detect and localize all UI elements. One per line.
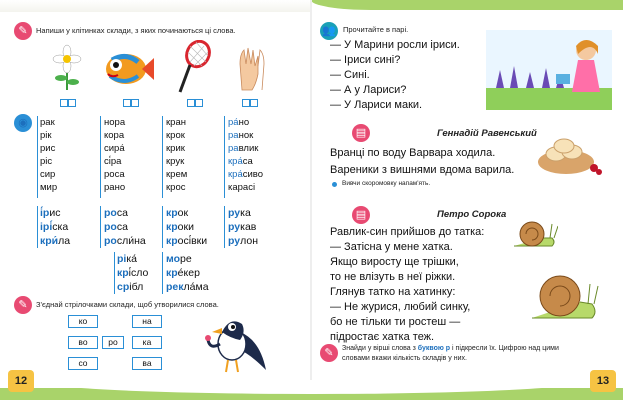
column-rule — [162, 252, 163, 294]
syllable-word: срібл — [117, 281, 144, 293]
syllable-word: кросі́вки — [166, 235, 208, 247]
memorize-note: Вивчи скоромовку напам'ять. — [342, 180, 431, 187]
task1-instruction: Напиши у клітинках склади, з яких починаються ці слова. — [36, 26, 236, 35]
racket-icon — [176, 40, 212, 94]
poem2-line: бо не тільки ти ростеш — — [330, 316, 461, 328]
book-icon: ▤ — [352, 206, 370, 224]
author-2: Петро Сорока — [437, 209, 507, 220]
final-task-line2: словами вкажи кількість складів у них. — [342, 355, 467, 362]
column-word: нора — [104, 117, 126, 128]
poem2-line: Равлик-син прийшов до татка: — [330, 226, 485, 238]
column-word: крик — [166, 143, 185, 154]
poem2-line: — Не журися, любий синку, — [330, 301, 471, 313]
syllable-cell[interactable] — [250, 99, 258, 107]
column-rule — [100, 206, 101, 248]
pair-task-instruction: Прочитайте в парі. — [343, 25, 409, 34]
column-word: сир — [40, 169, 56, 180]
task2-instruction: З'єднай стрілочками склади, щоб утворилися слова. — [36, 300, 219, 309]
syllable-box-middle[interactable]: ро — [102, 336, 124, 349]
column-rule — [162, 206, 163, 248]
column-word: кра́сиво — [228, 169, 264, 180]
column-word: мир — [40, 182, 58, 193]
small-snail-icon — [512, 212, 558, 250]
column-rule — [162, 116, 163, 198]
syllable-word: рукав — [228, 221, 257, 233]
syllable-box-right[interactable]: на — [132, 315, 162, 328]
syllable-box-right[interactable]: ка — [132, 336, 162, 349]
poem2-line: Якщо виросту ще трішки, — [330, 256, 459, 268]
column-rule — [224, 206, 225, 248]
column-word: ріс — [40, 156, 53, 167]
syllable-word: кри́ла — [40, 235, 71, 247]
book-icon: ▤ — [352, 124, 370, 142]
column-word: роса — [104, 169, 125, 180]
poem2-line: Глянув татко на хатинку: — [330, 286, 456, 298]
column-word: кран — [166, 117, 186, 128]
column-rule — [100, 116, 101, 198]
column-word: рік — [40, 130, 52, 141]
syllable-word: кре́кер — [166, 267, 200, 279]
syllable-word: росли́на — [104, 235, 146, 247]
poem2-line: — Затісна у мене хатка. — [330, 241, 453, 253]
syllable-word: роса — [104, 221, 128, 233]
syllable-word: роса — [104, 207, 128, 219]
column-word: крем — [166, 169, 188, 180]
column-word: крос — [166, 182, 186, 193]
column-word: сі́ра — [104, 156, 122, 167]
flower-icon — [52, 42, 82, 92]
column-word: равлик — [228, 143, 259, 154]
fish-icon — [102, 50, 154, 88]
syllable-word: рука — [228, 207, 251, 219]
syllable-word: кроки — [166, 221, 194, 233]
eye-icon: ◉ — [14, 114, 32, 132]
syllable-word: ірі́ска — [40, 221, 69, 233]
dialog-line: — У Марини росли іриси. — [330, 39, 460, 51]
final-task-line1: Знайди у вірші слова з буквою р і підкресли їх. Цифрою над цими — [342, 345, 559, 352]
syllable-cell[interactable] — [242, 99, 250, 107]
syllable-word: рулон — [228, 235, 259, 247]
column-word: ранок — [228, 130, 254, 141]
syllable-box-left[interactable]: ко — [68, 315, 98, 328]
column-word: рис — [40, 143, 56, 154]
dialog-line: — А у Лариси? — [330, 84, 407, 96]
author-1: Геннадій Равенський — [437, 128, 537, 139]
pencil-icon: ✎ — [14, 22, 32, 40]
dialog-line: — У Лариси маки. — [330, 99, 423, 111]
bullet — [332, 182, 337, 187]
vareniki-bowl-illustration — [536, 132, 602, 178]
syllable-word: рекла́ма — [166, 281, 209, 293]
syllable-word: і́рис — [40, 207, 61, 219]
syllable-box-left[interactable]: со — [68, 357, 98, 370]
dialog-line: — Сині. — [330, 69, 370, 81]
syllable-box-right[interactable]: ва — [132, 357, 162, 370]
syllable-cell[interactable] — [60, 99, 68, 107]
syllable-word: ріка́ — [117, 253, 138, 265]
column-word: рано — [104, 182, 126, 193]
column-word: крок — [166, 130, 185, 141]
column-rule — [37, 206, 38, 248]
column-word: сира́ — [104, 143, 125, 154]
pencil-icon: ✎ — [14, 296, 32, 314]
page-number-right: 13 — [590, 370, 616, 392]
magpie-icon — [200, 310, 270, 376]
syllable-word: крі́сло — [117, 267, 149, 279]
syllable-box-left[interactable]: во — [68, 336, 98, 349]
pencil-icon: ✎ — [320, 344, 338, 362]
column-rule — [37, 116, 38, 198]
book-spine — [310, 0, 312, 400]
palms-icon — [234, 44, 270, 92]
girl-watering-illustration — [486, 30, 612, 110]
column-word: ра́но — [228, 117, 250, 128]
big-snail-icon — [530, 262, 600, 322]
page-number-left: 12 — [8, 370, 34, 392]
poem1-line: Вареники з вишнями вдома варила. — [330, 164, 515, 176]
column-word: карасі — [228, 182, 256, 193]
syllable-cell[interactable] — [131, 99, 139, 107]
column-word: рак — [40, 117, 55, 128]
syllable-word: крок — [166, 207, 189, 219]
bottom-band — [0, 388, 623, 400]
syllable-cell[interactable] — [123, 99, 131, 107]
column-rule — [224, 116, 225, 198]
syllable-cell[interactable] — [187, 99, 195, 107]
column-word: кора — [104, 130, 125, 141]
syllable-cell[interactable] — [68, 99, 76, 107]
poem1-line: Вранці по воду Варвара ходила. — [330, 147, 496, 159]
column-word: крук — [166, 156, 185, 167]
column-rule — [114, 252, 115, 294]
pair-reading-icon: 👥 — [320, 22, 338, 40]
poem2-line: то не влізуть в неї ріжки. — [330, 271, 456, 283]
poem2-line: підростає хатка теж. — [330, 331, 435, 343]
syllable-cell[interactable] — [195, 99, 203, 107]
dialog-line: — Іриси сині? — [330, 54, 401, 66]
syllable-word: море — [166, 253, 192, 265]
column-word: кра́са — [228, 156, 253, 167]
